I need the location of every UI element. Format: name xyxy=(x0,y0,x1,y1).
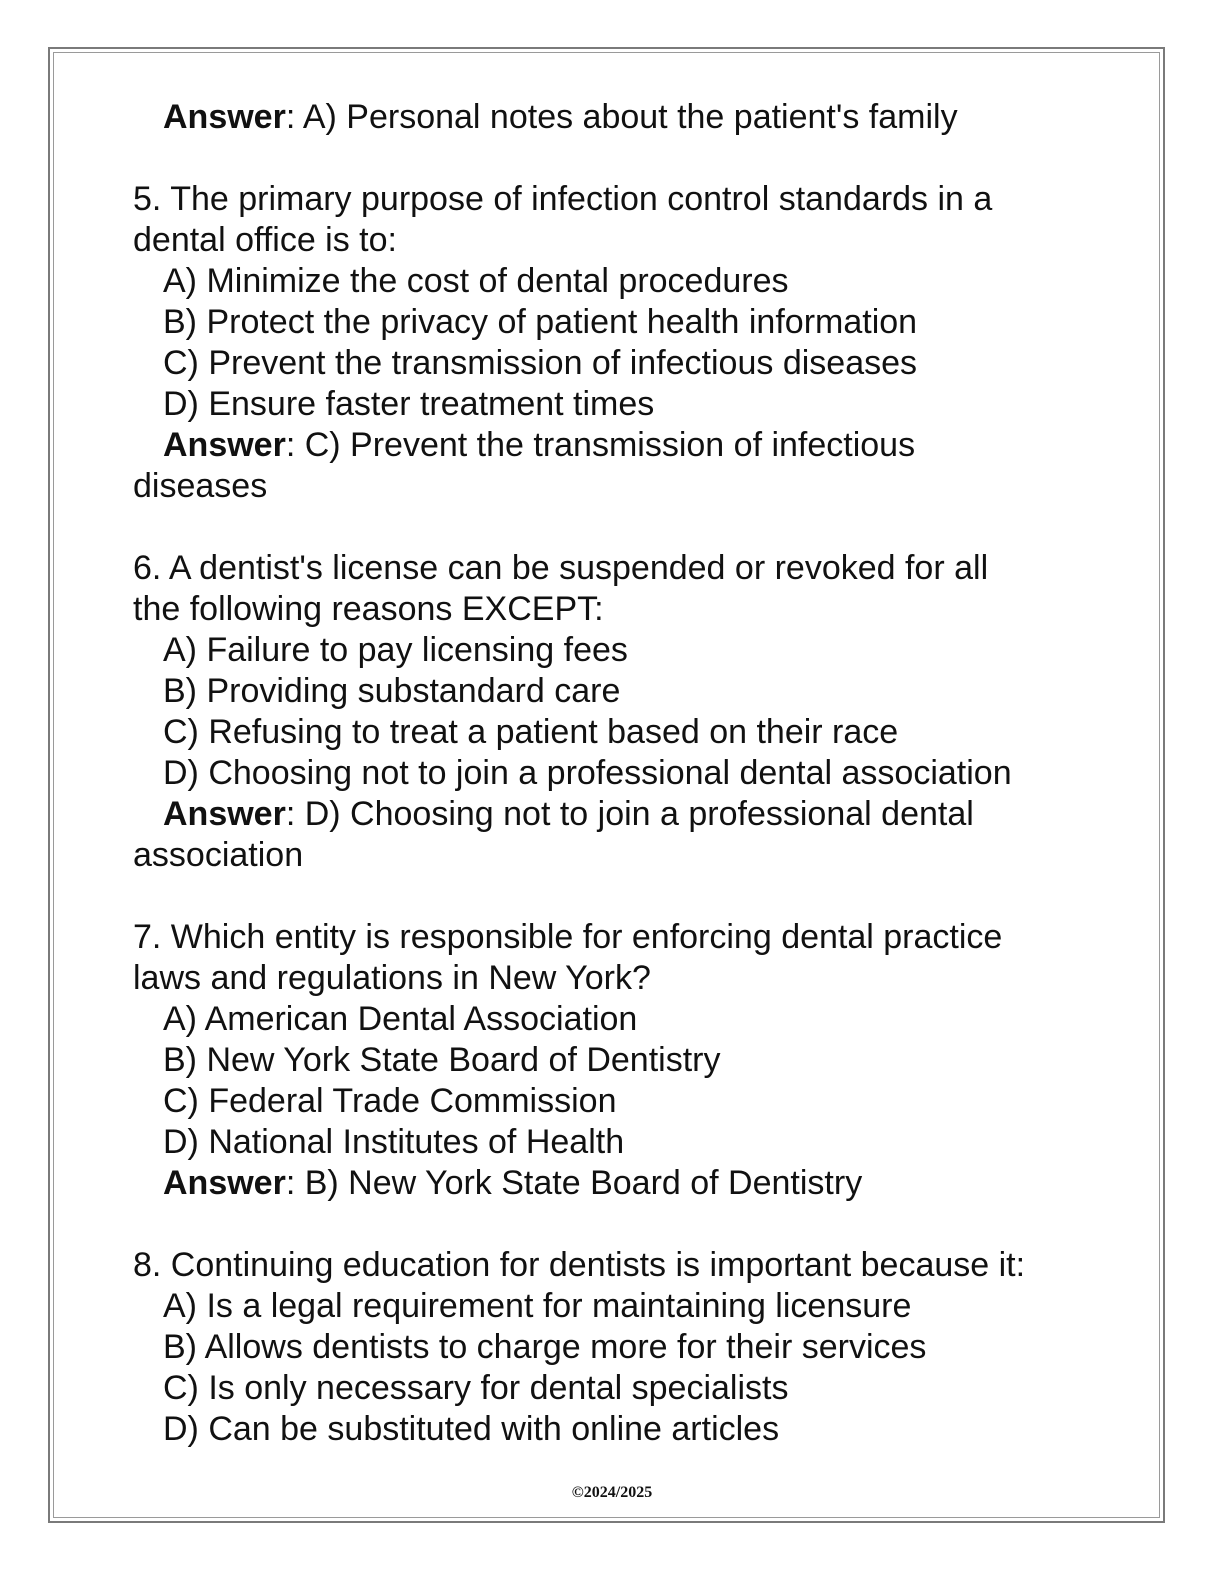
question-stem: 5. The primary purpose of infection control standards in a xyxy=(133,180,993,218)
question-8 xyxy=(133,1245,1093,1450)
answer-continuation: association xyxy=(133,836,304,874)
option-b: B) Protect the privacy of patient health information xyxy=(163,303,918,341)
answer-label: Answer xyxy=(163,426,286,464)
option-c: C) Refusing to treat a patient based on their race xyxy=(163,713,899,751)
spacer xyxy=(133,507,1093,548)
option-a: A) American Dental Association xyxy=(163,1000,638,1038)
option-c: C) Is only necessary for dental specialists xyxy=(163,1369,789,1407)
option-a: A) Minimize the cost of dental procedures xyxy=(163,262,789,300)
question-6 xyxy=(133,548,1093,876)
option-d: D) National Institutes of Health xyxy=(163,1123,625,1161)
answer-line xyxy=(133,1163,1093,1204)
question-stem: 6. A dentist's license can be suspended or revoked for all xyxy=(133,549,989,587)
answer-label: Answer xyxy=(163,795,286,833)
question-7 xyxy=(133,917,1093,1204)
question-stem: laws and regulations in New York? xyxy=(133,959,651,997)
option-a: A) Failure to pay licensing fees xyxy=(163,631,628,669)
option-a: A) Is a legal requirement for maintaining licensure xyxy=(163,1287,912,1325)
answer-label: Answer xyxy=(163,1164,286,1202)
answer-text: : D) Choosing not to join a professional dental xyxy=(285,795,974,833)
spacer xyxy=(133,138,1093,179)
spacer xyxy=(133,876,1093,917)
option-b: B) Providing substandard care xyxy=(163,672,621,710)
answer-text: : A) Personal notes about the patient's family xyxy=(285,98,958,136)
option-d: D) Choosing not to join a professional dental association xyxy=(163,754,1012,792)
copyright-footer: ©2024/2025 xyxy=(571,1484,653,1501)
answer-line xyxy=(133,425,1093,466)
question-stem: 7. Which entity is responsible for enforcing dental practice xyxy=(133,918,1003,956)
document-body xyxy=(133,97,1093,1450)
answer-continuation: diseases xyxy=(133,467,268,505)
answer-text: : C) Prevent the transmission of infectious xyxy=(285,426,916,464)
answer-line xyxy=(133,794,1093,835)
question-stem: the following reasons EXCEPT: xyxy=(133,590,604,628)
option-d: D) Can be substituted with online articles xyxy=(163,1410,780,1448)
answer-line xyxy=(133,97,1093,138)
question-stem: dental office is to: xyxy=(133,221,397,259)
spacer xyxy=(133,1204,1093,1245)
answer-label: Answer xyxy=(163,98,286,136)
option-b: B) New York State Board of Dentistry xyxy=(163,1041,721,1079)
option-b: B) Allows dentists to charge more for their services xyxy=(163,1328,927,1366)
option-c: C) Prevent the transmission of infectious diseases xyxy=(163,344,918,382)
answer-text: : B) New York State Board of Dentistry xyxy=(285,1164,863,1202)
option-c: C) Federal Trade Commission xyxy=(163,1082,617,1120)
question-stem: 8. Continuing education for dentists is important because it: xyxy=(133,1246,1026,1284)
option-d: D) Ensure faster treatment times xyxy=(163,385,655,423)
question-5 xyxy=(133,179,1093,507)
